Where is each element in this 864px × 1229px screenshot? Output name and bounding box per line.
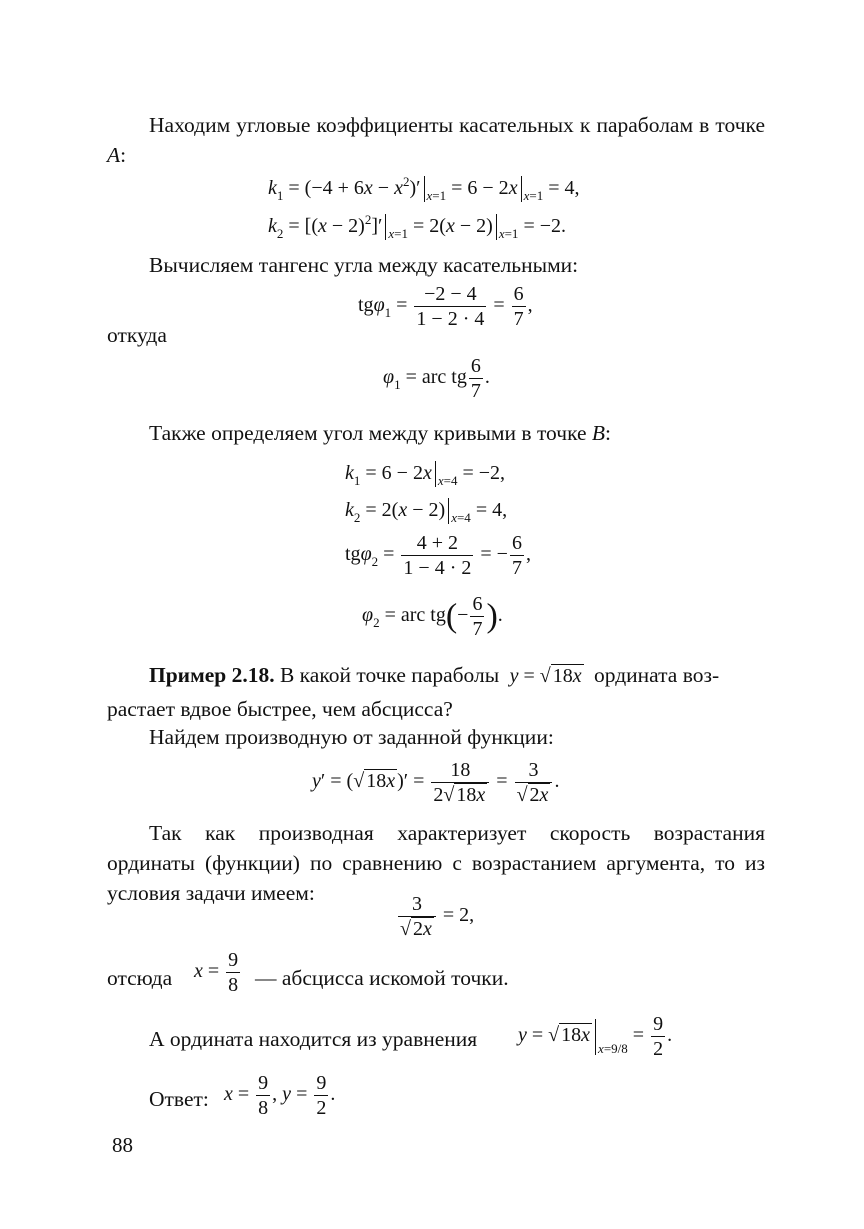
word-otkuda: откуда [107, 323, 167, 347]
formula-k1-at-A: $k_1 = (-4 + 6x - x^2)'$ $_{x=1}$ = 6 − 2x $_{x=1}$ = 4, [268, 174, 580, 203]
formula-answer: x = $\frac{9}{8}$ , y = $\frac{9}{2}$ . [224, 1072, 336, 1119]
formula-phi1: $\varphi_1$ = arc tg $\frac{6}{7}$ . [383, 355, 490, 402]
example-2-18-line2: растает вдвое быстрее, чем абсцисса? [107, 697, 453, 721]
answer-label: Ответ: [149, 1087, 209, 1111]
point-label: B [591, 421, 606, 445]
formula-tg-phi1: tgφ$_1$ = $\frac{-2 - 4}{1 - 2 \cdot 4}$ = $\frac{6}{7}$ , [358, 283, 533, 330]
example-text: ордината воз- [588, 663, 720, 687]
formula-phi2: $\varphi_2$ = arc tg(− $\frac{6}{7}$ ). [362, 593, 503, 640]
formula-x-value: x = $\frac{9}{8}$ [194, 949, 239, 996]
formula-k1-at-B: $k_1 = 6 - 2x$ $_{x=4}$ = −2, [345, 462, 506, 488]
paragraph-text: Также определяем угол между кривыми в точке [149, 421, 592, 445]
example-label: Пример 2.18. [149, 663, 275, 687]
formula-derivative: y′ = (√ 18x )′ = $\frac{18}{2√ 18x}$ = $\frac{3}{√ 2x}$ . [312, 759, 560, 806]
paragraph-tangent: Вычисляем тангенс угла между касательными: [149, 253, 579, 277]
point-label: A [107, 143, 121, 167]
example-text: В какой точке параболы [274, 663, 505, 687]
example-2-18-line1 [149, 660, 719, 690]
formula-tg-phi2: tgφ$_2$ = $\frac{4 + 2}{1 - 4 \cdot 2}$ = − $\frac{6}{7}$ , [345, 532, 531, 579]
paragraph-slopes-intro: Находим угловые коэффициенты касательных к параболам в точке A: [107, 113, 765, 167]
paragraph-text: Находим угловые коэффициенты касательных к параболам в точке [149, 113, 765, 137]
paragraph-derivative: Найдем производную от заданной функции: [149, 725, 554, 749]
formula-k2-at-B: $k_2 = 2(x - 2) _{x=4} = 4$, [345, 499, 508, 525]
word-otsyuda: отсюда [107, 966, 173, 990]
page-number: 88 [112, 1133, 133, 1157]
formula-ordinate: y = √ $18x_{x=9/8}$ = $\frac{9}{2}$ . [518, 1013, 673, 1060]
ordinate-text: А ордината находится из уравнения [149, 1027, 478, 1051]
paragraph-condition: Так как производная характеризует скорость возрастания ординаты (функции) по сравнению с возрастанием аргумента, то из условия задачи имеем: [107, 821, 765, 905]
abscissa-text: — абсцисса искомой точки. [255, 966, 509, 990]
formula-parabola: y = √ 18x [509, 665, 582, 687]
formula-condition: $\frac{3}{√ 2x}$ = 2, [400, 893, 475, 940]
formula-k2-at-A: $k_2 = [(x - 2)^2]'$ $_{x=1}$ = 2(x − 2) $_{x=1}$ = −2. [268, 212, 566, 241]
paragraph-point-B: Также определяем угол между кривыми в точке B: [149, 421, 612, 445]
